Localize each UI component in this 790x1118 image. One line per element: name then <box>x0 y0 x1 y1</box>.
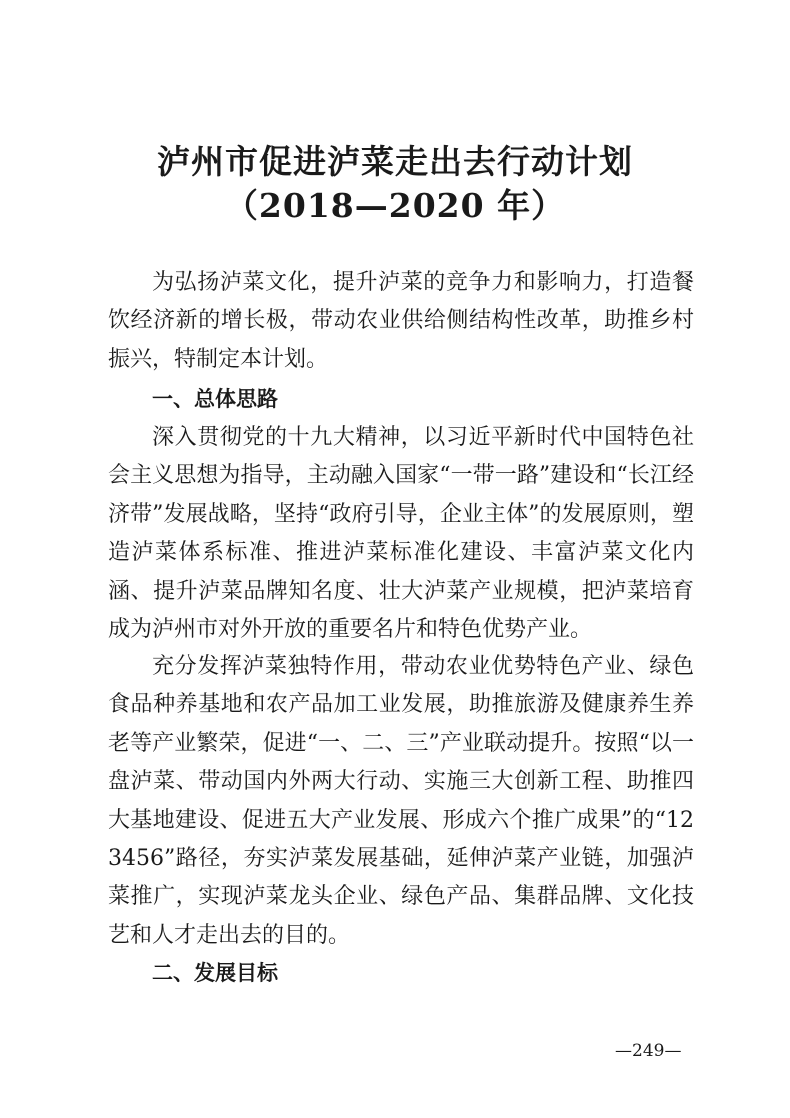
document-title: 泸州市促进泸菜走出去行动计划 <box>157 142 633 181</box>
intro-paragraph: 为弘扬泸菜文化，提升泸菜的竞争力和影响力，打造餐饮经济新的增长极，带动农业供给侧结构性改革，助推乡村振兴，特制定本计划。 <box>108 270 694 372</box>
section-heading-development-goals: 二、发展目标 <box>152 961 278 985</box>
page-number: —249— <box>615 1041 682 1061</box>
document-subtitle-years: （2018—2020 年） <box>224 186 566 225</box>
section1-paragraph-1: 深入贯彻党的十九大精神，以习近平新时代中国特色社会主义思想为指导，主动融入国家“一带一路”建设和“长江经济带”发展战略，坚持“政府引导，企业主体”的发展原则，塑造泸菜体系标准、推进泸菜标准化建设、丰富泸菜文化内涵、提升泸菜品牌知名度、壮大泸菜产业规模，把泸菜培育成为泸州市对外开放的重要名片和特色优势产业。 <box>108 425 694 643</box>
section-heading-overall-approach: 一、总体思路 <box>152 387 278 411</box>
section1-paragraph-2: 充分发挥泸菜独特作用，带动农业优势特色产业、绿色食品种养基地和农产品加工业发展，助推旅游及健康养生养老等产业繁荣，促进“一、二、三”产业联动提升。按照“以一盘泸菜、带动国内外两大行动、实施三大创新工程、助推四大基地建设、促进五大产业发展、形成六个推广成果”的“123456”路径，夯实泸菜发展基础，延伸泸菜产业链，加强泸菜推广，实现泸菜龙头企业、绿色产品、集群品牌、文化技艺和人才走出去的目的。 <box>108 654 694 948</box>
